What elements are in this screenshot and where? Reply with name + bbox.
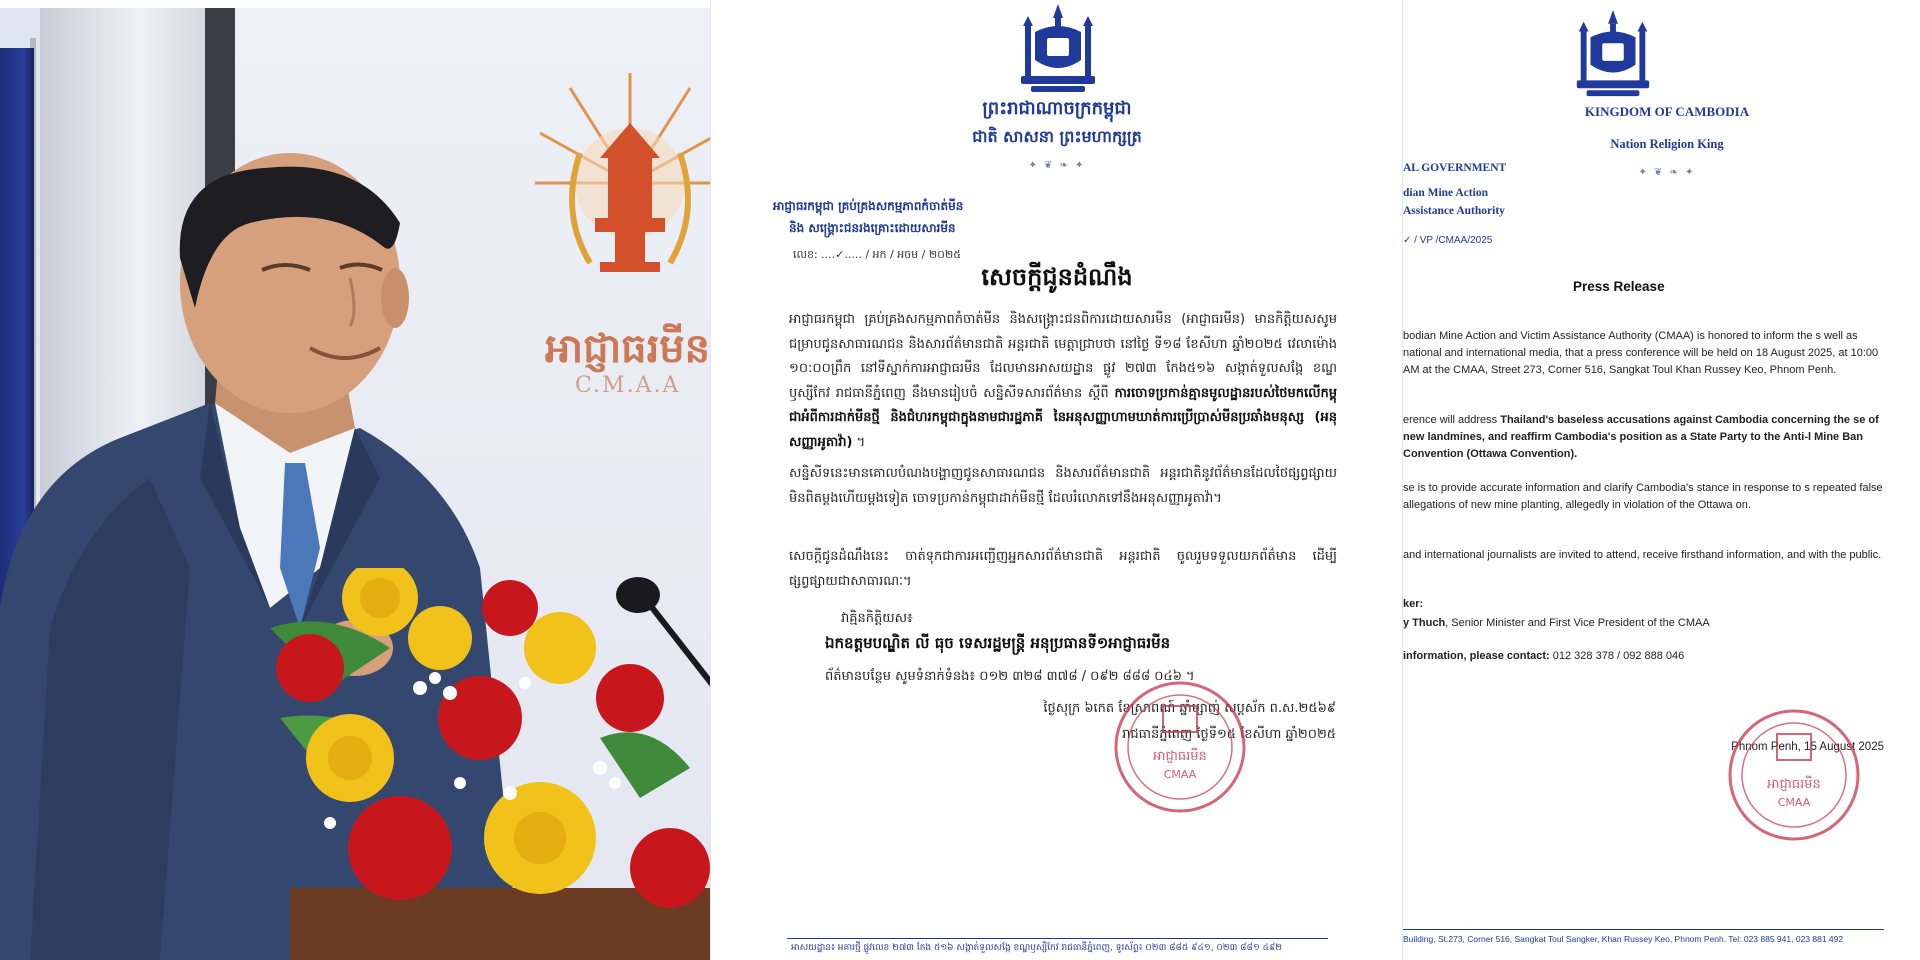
english-speaker-title: , Senior Minister and First Vice President of the CMAA bbox=[1445, 617, 1710, 629]
khmer-paragraph-1 bbox=[789, 308, 1337, 455]
royal-emblem-icon bbox=[1017, 4, 1099, 96]
cmaa-seal-stamp-icon bbox=[1725, 706, 1863, 844]
english-paragraph-4: and international journalists are invited to attend, receive firsthand information, and with the public. bbox=[1403, 549, 1882, 561]
english-date-line: Phnom Penh, 15 August 2025 bbox=[1731, 741, 1884, 753]
english-speaker-name: y Thuch bbox=[1403, 617, 1446, 629]
stamp-latin-text: CMAA bbox=[1777, 796, 1811, 809]
khmer-speaker-name: ឯកឧត្តមបណ្ឌិត លី ធុច ទេសរដ្ឋមន្ត្រី អនុប្រធានទី១អាជ្ញាធរមីន bbox=[825, 634, 1171, 652]
stamp-khmer-text: អាជ្ញាធរមីន bbox=[1767, 777, 1821, 792]
english-footer-rule bbox=[1403, 929, 1884, 930]
english-motto: Nation Religion King bbox=[1610, 137, 1724, 151]
khmer-kingdom-title: ព្រះរាជាណាចក្រកម្ពុជា bbox=[982, 98, 1132, 119]
khmer-solar-date: រាជធានីភ្នំពេញ ថ្ងៃទី១៥ ខែសីហា ឆ្នាំ២០២៥ bbox=[1122, 727, 1336, 742]
english-press-release-document bbox=[1402, 0, 1920, 960]
backdrop-logo-khmer: អាជ្ញាធរមីន bbox=[545, 325, 710, 372]
khmer-org-line1: អាជ្ញាធរកម្ពុជា គ្រប់គ្រងសកម្មភាពកំចាត់មីន bbox=[773, 199, 964, 213]
english-kingdom-title: KINGDOM OF CAMBODIA bbox=[1584, 104, 1750, 119]
khmer-footer-rule bbox=[787, 938, 1328, 939]
khmer-reference-number: លេខ: ....✓..... / អក / អចម / ២០២៥ bbox=[793, 248, 962, 261]
english-contact-numbers: 012 328 378 / 092 888 046 bbox=[1549, 650, 1685, 662]
english-footer-address: Building, St.273, Corner 516, Sangkat Toul Sangker, Khan Russey Keo, Phnom Penh. Tel: 023 885 941, 023 881 492 bbox=[1403, 934, 1844, 944]
ornament-divider: ✦ ❦ ❧ ✦ bbox=[1028, 160, 1086, 171]
khmer-paragraph-1-end: ។ bbox=[852, 434, 866, 450]
ornament-divider: ✦ ❦ ❧ ✦ bbox=[1638, 167, 1696, 178]
english-paragraph-2 bbox=[1403, 412, 1883, 463]
english-contact-line bbox=[1403, 650, 1684, 662]
english-org-line2: dian Mine Action bbox=[1403, 187, 1488, 199]
english-org-line3: Assistance Authority bbox=[1403, 205, 1505, 217]
english-paragraph-3: se is to provide accurate information and clarify Cambodia's stance in response to s repeated false allegations of new mine planting, allegedly in violation of the Ottawa on. bbox=[1403, 482, 1883, 511]
english-speaker-line bbox=[1403, 617, 1710, 629]
khmer-speaker-label: វាគ្មិនកិត្តិយស៖ bbox=[841, 611, 913, 626]
khmer-org-line2: និង សង្គ្រោះជនរងគ្រោះដោយសារមីន bbox=[789, 221, 956, 235]
english-paragraph-2-bold: Thailand's baseless accusations against Cambodia concerning the se of new landmines, and reaffirm Cambodia's position as a State Party to the Anti-l Mine Ban Convention (Ottawa Convention). bbox=[1403, 414, 1879, 460]
khmer-notice-document bbox=[710, 0, 1402, 960]
khmer-contact-info: ព័ត៌មានបន្ថែម សូមទំនាក់ទំនង៖ ០១២ ៣២៨ ៣៧៨ / ០៩២ ៨៨៨ ០៤៦ ។ bbox=[825, 669, 1195, 684]
english-speaker-label-text: ker: bbox=[1403, 598, 1424, 610]
english-speaker-label bbox=[1403, 598, 1423, 610]
english-paragraph-1: bodian Mine Action and Victim Assistance Authority (CMAA) is honored to inform the s well as national and international media, that a press conference will be held on 18 August 2025, at 10:00 AM at the CMAA, Street 273, Corner 516, Sangkat Toul Khan Russey Keo, Phnom Penh. bbox=[1403, 330, 1879, 376]
khmer-lunar-date: ថ្ងៃសុក្រ ៦កេត ខែស្រាពណ៍ ឆ្នាំម្សាញ់ សប្តស័ក ព.ស.២៥៦៩ bbox=[1043, 701, 1336, 716]
khmer-paragraph-1-bold: ការចោទប្រកាន់គ្មានមូលដ្ឋានរបស់ថៃមកលើកម្ពុជាអំពីការដាក់មីនថ្មី និងជំហរកម្ពុជាក្នុងនាមជារដ្ឋភាគី នៃអនុសញ្ញាហាមឃាត់ការប្រើប្រាស់មីនប្រឆាំងមនុស្ស (អនុសញ្ញាអូតាវ៉ា) bbox=[789, 385, 1337, 450]
royal-emblem-icon bbox=[1571, 10, 1655, 100]
english-reference-number: ✓ / VP /CMAA/2025 bbox=[1403, 235, 1493, 246]
english-org-line1: AL GOVERNMENT bbox=[1403, 162, 1507, 174]
speaker-photo bbox=[0, 8, 710, 960]
khmer-paragraph-2: សន្និសីទនេះមានគោលបំណងបង្ហាញជូនសាធារណជន និងសារព័ត៌មានជាតិ អន្តរជាតិនូវព័ត៌មានដែលថៃផ្សព្វផ្សាយមិនពិតម្តងហើយម្តងទៀត ចោទប្រកាន់កម្ពុជាដាក់មីនថ្មី ដែលរំលោភទៅនឹងអនុសញ្ញាអូតាវ៉ា។ bbox=[789, 466, 1337, 506]
stamp-latin-text: CMAA bbox=[1163, 768, 1197, 781]
khmer-notice-title: សេចក្តីជូនដំណឹង bbox=[981, 262, 1133, 291]
backdrop-logo-latin: C.M.A.A bbox=[575, 373, 681, 398]
khmer-paragraph-1-text: អាជ្ញាធរកម្ពុជា គ្រប់គ្រងសកម្មភាពកំចាត់មីន និងសង្គ្រោះជនពិការដោយសារមីន (អាជ្ញាធរមីន) មានកិត្តិយសសូមជម្រាបជូនសាធារណជន និងសារព័ត៌មានជាតិ អន្តរជាតិ មេត្តាជ្រាបថា នៅថ្ងៃ ទី១៨ ខែសីហា ឆ្នាំ២០២៥ វេលាម៉ោង ១០:០០ព្រឹក នៅទីស្នាក់ការអាជ្ញាធរមីន ដែលមានអាសយដ្ឋាន ផ្លូវ ២៧៣ កែង៥១៦ សង្កាត់ទួលសង្កែ ខណ្ឌឫស្សីកែវ រាជធានីភ្នំពេញ នឹងមានរៀបចំ សន្និសីទសារព័ត៌មាន ស្តីពី bbox=[789, 312, 1337, 401]
stamp-khmer-text: អាជ្ញាធរមីន bbox=[1153, 749, 1207, 764]
khmer-paragraph-3: សេចក្តីជូនដំណឹងនេះ ចាត់ទុកជាការអញ្ជើញអ្នកសារព័ត៌មានជាតិ អន្តរជាតិ ចូលរួមទទួលយកព័ត៌មាន ដើម្បីផ្សព្វផ្សាយជាសាធារណៈ។ bbox=[789, 549, 1337, 589]
english-contact-label: information, please contact: bbox=[1403, 650, 1550, 662]
cmaa-seal-stamp-icon bbox=[1111, 678, 1249, 816]
khmer-footer-address: អាសយដ្ឋាន៖ អគារថ្មី ផ្លូវលេខ ២៧៣ កែង ៥១៦ សង្កាត់ទួលសង្កែ ខណ្ឌឫស្សីកែវ រាជធានីភ្នំពេញ, ទូរស័ព្ទ៖ ០២៣ ៨៨៥ ៩៤១, ០២៣ ៨៨១ ៤៩២ bbox=[791, 943, 1283, 953]
english-press-release-title: Press Release bbox=[1573, 279, 1665, 294]
khmer-motto: ជាតិ សាសនា ព្រះមហាក្សត្រ bbox=[972, 127, 1142, 146]
english-paragraph-2-text: erence will address bbox=[1403, 414, 1501, 426]
microphone-icon bbox=[610, 573, 710, 693]
